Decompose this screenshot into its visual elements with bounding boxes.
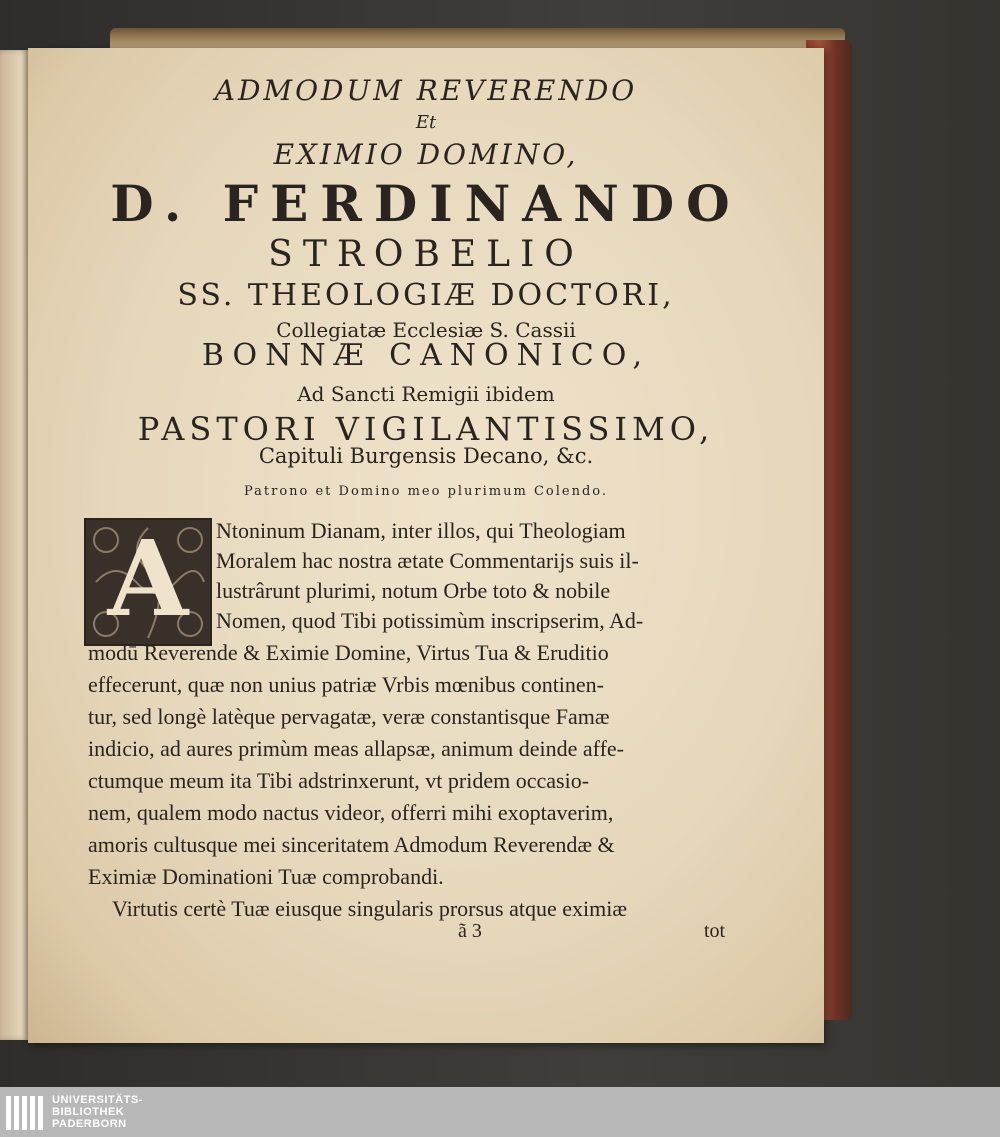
- dedicatee-name: D. FERDINANDO: [110, 174, 742, 233]
- library-logo-line-2: BIBLIOTHEK: [52, 1106, 125, 1118]
- dedication-line-9: Ad Sancti Remigii ibidem: [297, 382, 555, 406]
- body-line-6: effecerunt, quæ non unius patriæ Vrbis mœnibus continen-: [88, 672, 605, 697]
- library-logo-line-1: UNIVERSITÄTS-: [52, 1094, 143, 1106]
- body-line-3: lustrârunt plurimi, notum Orbe toto & nobile: [216, 578, 611, 603]
- dedication-line-3: EXIMIO DOMINO,: [273, 138, 579, 171]
- initial-letter: A: [107, 517, 189, 640]
- signature-mark: ã 3: [458, 920, 482, 942]
- dedication-line-2: Et: [415, 112, 437, 133]
- body-line-9: ctumque meum ita Tibi adstrinxerunt, vt pridem occasio-: [88, 768, 590, 793]
- library-logo-text: [52, 1094, 143, 1130]
- library-logo-line-3: PADERBORN: [52, 1118, 127, 1130]
- body-line-12: Eximiæ Dominationi Tuæ comprobandi.: [88, 864, 444, 889]
- body-line-11: amoris cultusque mei sinceritatem Admodum Reverendæ &: [88, 832, 615, 857]
- book-page: [28, 48, 824, 1043]
- body-line-7: tur, sed longè latèque pervagatæ, veræ constantisque Famæ: [88, 704, 610, 729]
- library-footer-bar: [0, 1087, 1000, 1137]
- dedication-line-8: BONNÆ CANONICO,: [201, 338, 651, 373]
- dedication-line-6: SS. THEOLOGIÆ DOCTORI,: [177, 278, 675, 313]
- body-line-5: modū Reverende & Eximie Domine, Virtus Tua & Eruditio: [88, 640, 609, 665]
- decorated-initial: [84, 518, 212, 646]
- dedication-line-7: Collegiatæ Ecclesiæ S. Cassii: [276, 318, 576, 342]
- body-line-1: Ntoninum Dianam, inter illos, qui Theologiam: [216, 518, 626, 543]
- body-line-2: Moralem hac nostra ætate Commentarijs suis il-: [216, 548, 639, 573]
- body-line-4: Nomen, quod Tibi potissimùm inscripserim, Ad-: [216, 608, 644, 633]
- previous-leaf-edge: [0, 50, 30, 1040]
- body-line-10: nem, qualem modo nactus videor, offerri mihi exoptaverim,: [88, 800, 614, 825]
- dedication-line-10: PASTORI VIGILANTISSIMO,: [137, 410, 715, 448]
- body-line-8: indicio, ad aures primùm meas allapsæ, animum deinde affe-: [88, 736, 624, 761]
- dedication-line-1: ADMODUM REVERENDO: [214, 74, 638, 107]
- body-line-13: Virtutis certè Tuæ eiusque singularis prorsus atque eximiæ: [112, 896, 628, 921]
- dedication-line-11: Capituli Burgensis Decano, &c.: [258, 444, 594, 468]
- dedication-line-12: Patrono et Domino meo plurimum Colendo.: [243, 484, 609, 499]
- dedicatee-surname: STROBELIO: [268, 234, 584, 275]
- library-logo-icon: [4, 1092, 46, 1134]
- catchword: tot: [704, 920, 726, 942]
